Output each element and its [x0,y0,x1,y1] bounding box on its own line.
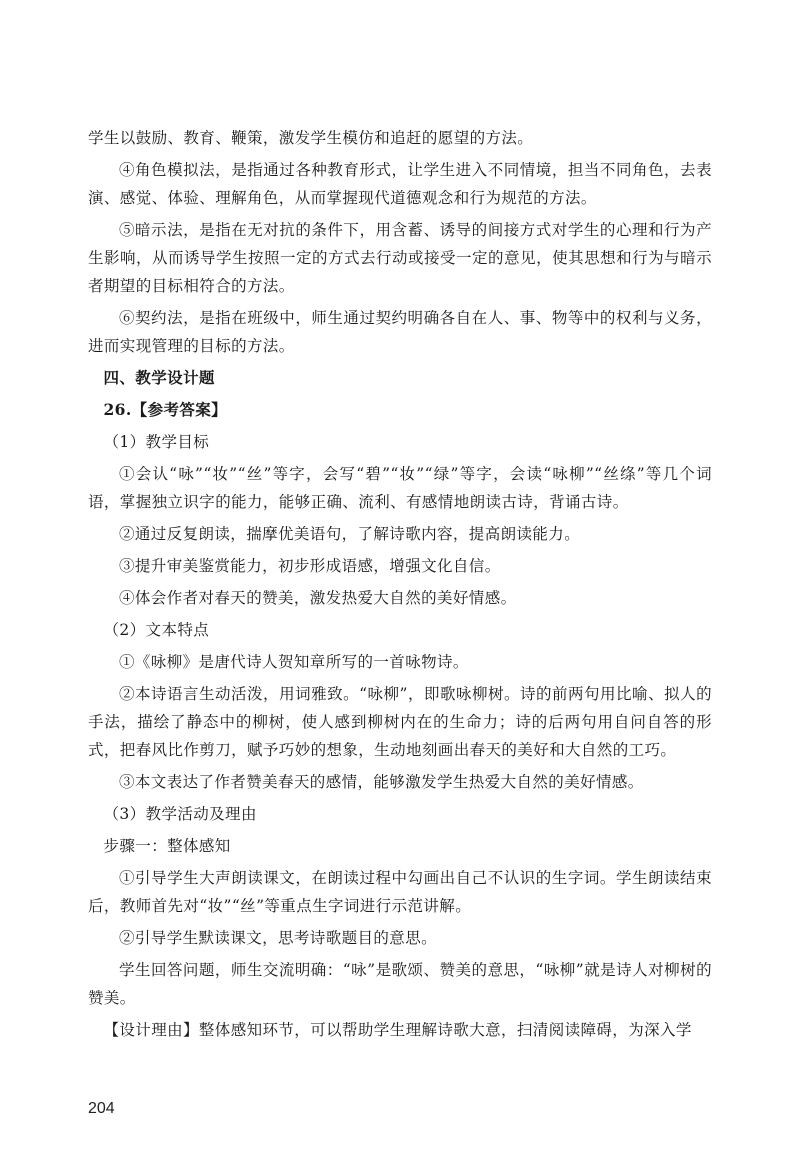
page-number: 204 [88,1100,115,1117]
paragraph: ⑤暗示法，是指在无对抗的条件下，用含蓄、诱导的间接方式对学生的心理和行为产生影响，从而诱导学生按照一定的方式去行动或接受一定的意见，使其思想和行为与暗示者期望的目标相符合的方法。 [88,221,712,295]
document-body [88,124,712,1048]
section-heading: 四、教学设计题 [103,368,215,387]
question-answer-heading: 26.【参考答案】 [103,400,228,419]
paragraph: ⑥契约法，是指在班级中，师生通过契约明确各自在人、事、物等中的权利与义务，进而实现管理的目标的方法。 [88,309,712,355]
subheading: （1）教学目标 [103,433,210,451]
paragraph: 学生回答问题，师生交流明确：“咏”是歌颂、赞美的意思，“咏柳”就是诗人对柳树的赞美。 [88,961,712,1007]
paragraph: ①引导学生大声朗读课文，在朗读过程中勾画出自己不认识的生字词。学生朗读结束后，教师首先对“妆”“丝”等重点生字词进行示范讲解。 [88,869,712,915]
paragraph: ②本诗语言生动活泼，用词雅致。“咏柳”，即歌咏柳树。诗的前两句用比喻、拟人的手法，描绘了静态中的柳树，使人感到柳树内在的生命力；诗的后两句用自问自答的形式，把春风比作剪刀，赋予巧妙的想象，生动地刻画出春天的美好和大自然的工巧。 [88,685,712,759]
paragraph: ③本文表达了作者赞美春天的感情，能够激发学生热爱大自然的美好情感。 [119,773,644,791]
paragraph: ②通过反复朗读，揣摩优美语句，了解诗歌内容，提高朗读能力。 [119,525,581,543]
subheading: （3）教学活动及理由 [103,805,257,823]
step-heading: 步骤一：整体感知 [103,837,231,855]
subheading: （2）文本特点 [103,621,210,639]
paragraph: ①会认“咏”“妆”“丝”等字，会写“碧”“妆”“绿”等字，会读“咏柳”“丝绦”等几个词语，掌握独立识字的能力，能够正确、流利、有感情地朗读古诗，背诵古诗。 [88,465,712,511]
paragraph: ③提升审美鉴赏能力，初步形成语感，增强文化自信。 [119,557,501,575]
paragraph: ④体会作者对春天的赞美，激发热爱大自然的美好情感。 [119,589,517,607]
paragraph: ②引导学生默读课文，思考诗歌题目的意思。 [119,929,438,947]
paragraph: ④角色模拟法，是指通过各种教育形式，让学生进入不同情境，担当不同角色，去表演、感觉、体验、理解角色，从而掌握现代道德观念和行为规范的方法。 [88,161,712,207]
paragraph: 【设计理由】整体感知环节，可以帮助学生理解诗歌大意，扫清阅读障碍，为深入学 [103,1021,692,1039]
paragraph: ①《咏柳》是唐代诗人贺知章所写的一首咏物诗。 [119,653,469,671]
paragraph: 学生以鼓励、教育、鞭策，激发学生模仿和追赶的愿望的方法。 [88,129,534,147]
